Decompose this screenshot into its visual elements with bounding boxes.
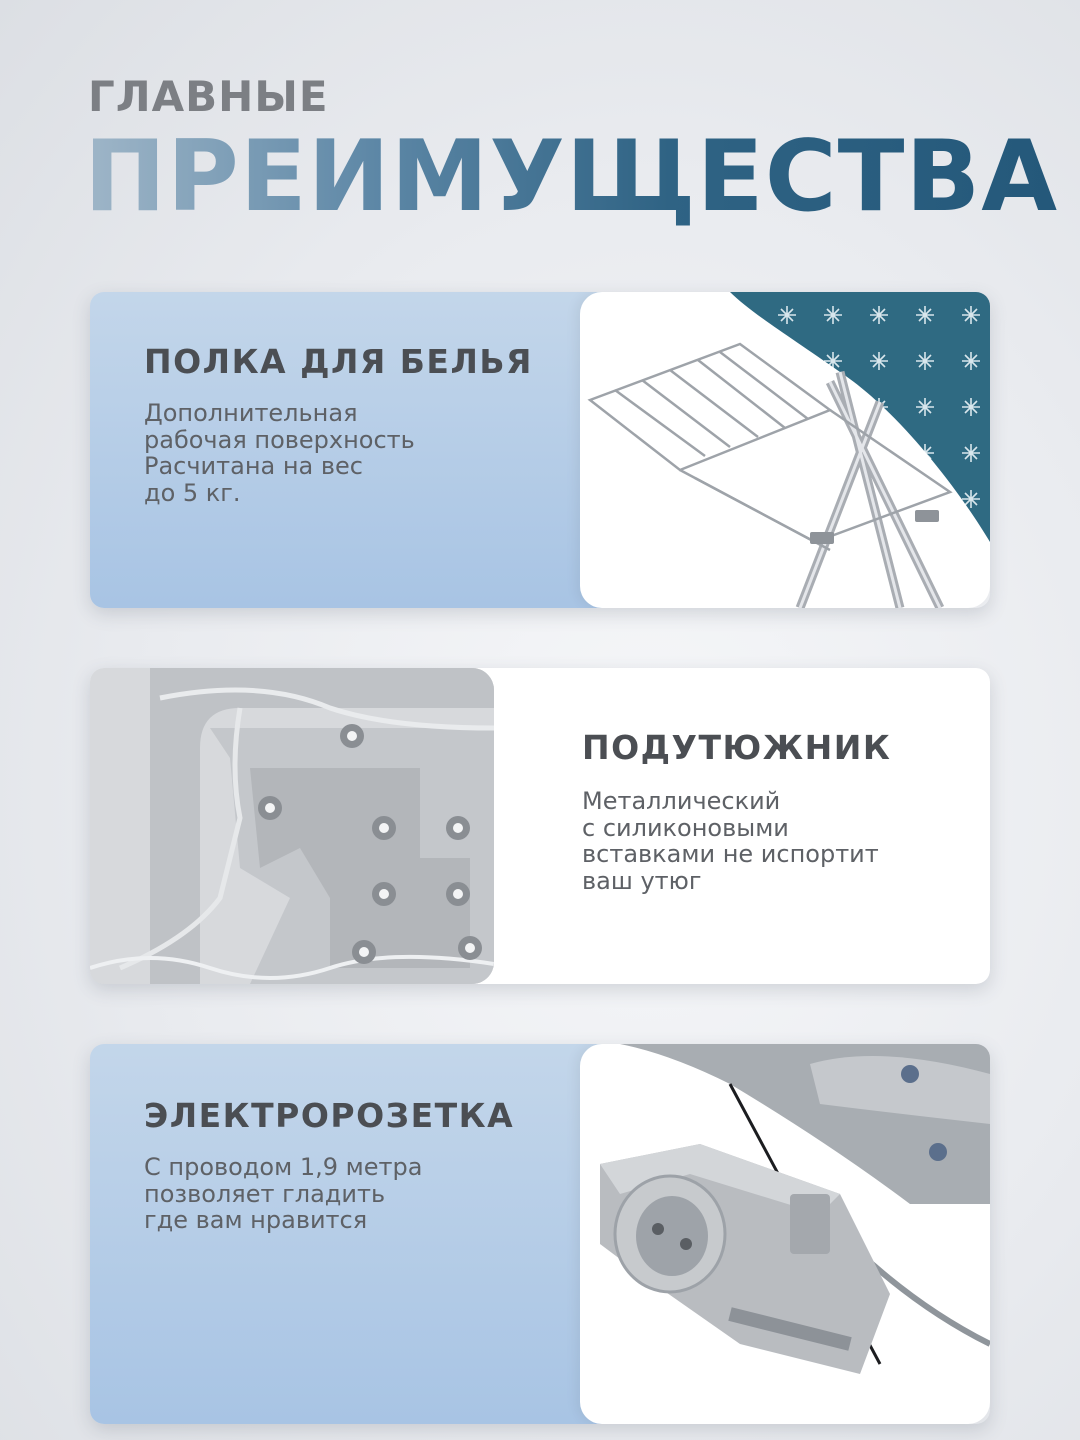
feature-description-line: Дополнительная	[144, 399, 358, 427]
feature-description-line: Металлический	[582, 787, 781, 815]
feature-description-line: С проводом 1,9 метра	[144, 1153, 423, 1181]
feature-description-line: рабочая поверхность	[144, 425, 415, 454]
feature-title: ЭЛЕКТРОРОЗЕТКА	[144, 1096, 515, 1135]
heading-subtitle: ГЛАВНЫЕ	[88, 72, 329, 121]
feature-description-line: вставками не испортит	[582, 840, 879, 868]
feature-title: ПОЛКА ДЛЯ БЕЛЬЯ	[144, 342, 533, 381]
feature-description-line: до 5 кг.	[144, 478, 241, 507]
feature-description	[144, 400, 415, 506]
socket-photo	[580, 1044, 990, 1424]
feature-description-line: Расчитана на вес	[144, 452, 363, 480]
feature-description-line: с силиконовыми	[582, 813, 789, 842]
ironing-board-shelf-image	[580, 292, 990, 608]
feature-description-line: позволяет гладить	[144, 1179, 386, 1208]
shelf-photo	[580, 292, 990, 608]
feature-description-line: ваш утюг	[582, 866, 702, 895]
feature-card-socket	[90, 1044, 990, 1424]
feature-description	[144, 1154, 422, 1234]
electrical-socket-image	[580, 1044, 990, 1424]
feature-card-shelf	[90, 292, 990, 608]
page-title: ПРЕИМУЩЕСТВА	[84, 120, 1059, 234]
feature-card-iron-rest	[90, 668, 990, 984]
iron-rest-photo	[90, 668, 494, 984]
feature-description-line: где вам нравится	[144, 1206, 368, 1234]
feature-title: ПОДУТЮЖНИК	[582, 728, 892, 767]
iron-rest-image	[90, 668, 494, 984]
feature-description	[582, 788, 879, 894]
